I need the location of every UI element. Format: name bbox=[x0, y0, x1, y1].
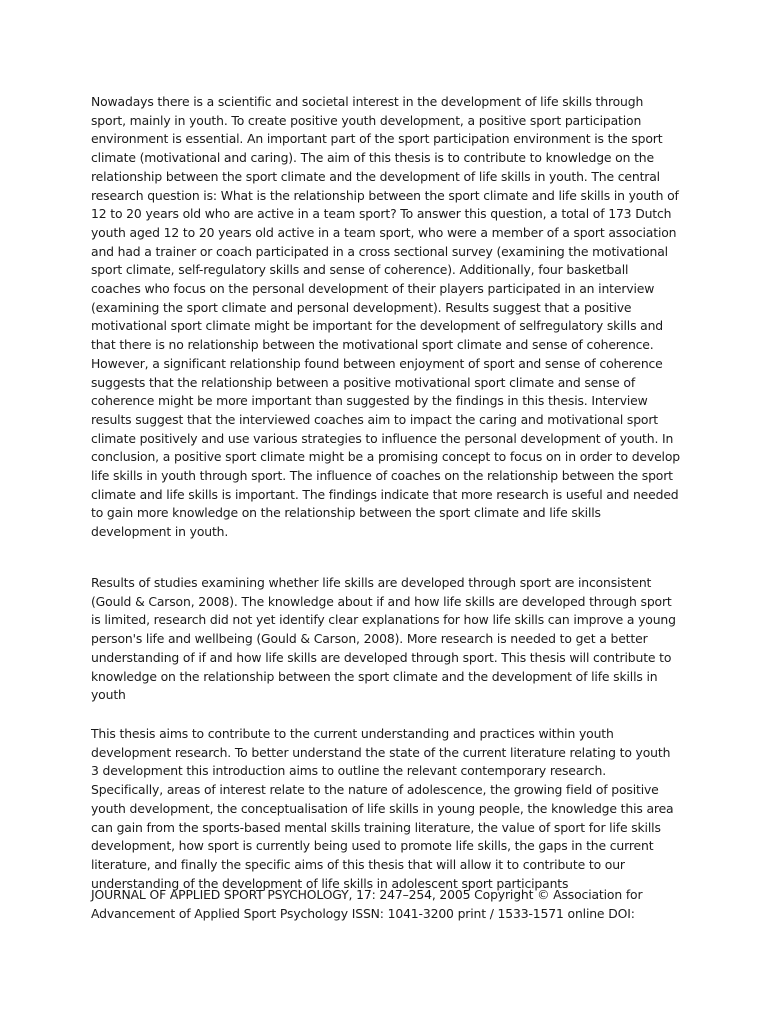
journal-citation: JOURNAL OF APPLIED SPORT PSYCHOLOGY, 17: 247–254, 2005 Copyright © Association for Advancement of Applied Sport Psychology ISSN: 1041-3200 print / 1533-1571 online DOI: bbox=[91, 887, 643, 921]
problem-statement-paragraph: Results of studies examining whether life skills are developed through sport are inconsistent (Gould & Carson, 2008). The knowledge about if and how life skills are developed through sport is limited, research did not yet identify clear explanations for how life skills can improve a young person's life and wellbeing (Gould & Carson, 2008). More research is needed to get a better understanding of if and how life skills are developed through sport. This thesis will contribute to knowledge on the relationship between the sport climate and the development of life skills in youth bbox=[91, 575, 676, 703]
introduction-paragraph: This thesis aims to contribute to the current understanding and practices within youth development research. To better understand the state of the current literature relating to youth 3 development this introduction aims to outline the relevant contemporary research. Specifically, areas of interest relate to the nature of adolescence, the growing field of positive youth development, the conceptualisation of life skills in young people, the knowledge this area can gain from the sports-based mental skills training literature, the value of sport for life skills development, how sport is currently being used to promote life skills, the gaps in the current literature, and finally the specific aims of this thesis that will allow it to contribute to our understanding of the development of life skills in adolescent sport participants bbox=[91, 726, 674, 891]
abstract-paragraph: Nowadays there is a scientific and societal interest in the development of life skills through sport, mainly in youth. To create positive youth development, a positive sport participation environment is essential. An important part of the sport participation environment is the sport climate (motivational and caring). The aim of this thesis is to contribute to knowledge on the relationship between the sport climate and the development of life skills in youth. The central research question is: What is the relationship between the sport climate and life skills in youth of 12 to 20 years old who are active in a team sport? To answer this question, a total of 173 Dutch youth aged 12 to 20 years old active in a team sport, who were a member of a sport association and had a trainer or coach participated in a cross sectional survey (examining the motivational sport climate, self-regulatory skills and sense of coherence). Additionally, four basketball coaches who focus on the personal development of their players participated in an interview (examining the sport climate and personal development). Results suggest that a positive motivational sport climate might be important for the development of selfregulatory skills and that there is no relationship between the motivational sport climate and sense of coherence. However, a significant relationship found between enjoyment of sport and sense of coherence suggests that the relationship between a positive motivational sport climate and sense of coherence might be more important than suggested by the findings in this thesis. Interview results suggest that the interviewed coaches aim to impact the caring and motivational sport climate positively and use various strategies to influence the personal development of youth. In conclusion, a positive sport climate might be a promising concept to focus on in order to develop life skills in youth through sport. The influence of coaches on the relationship between the sport climate and life skills is important. The findings indicate that more research is useful and needed to gain more knowledge on the relationship between the sport climate and life skills development in youth. bbox=[91, 94, 680, 540]
